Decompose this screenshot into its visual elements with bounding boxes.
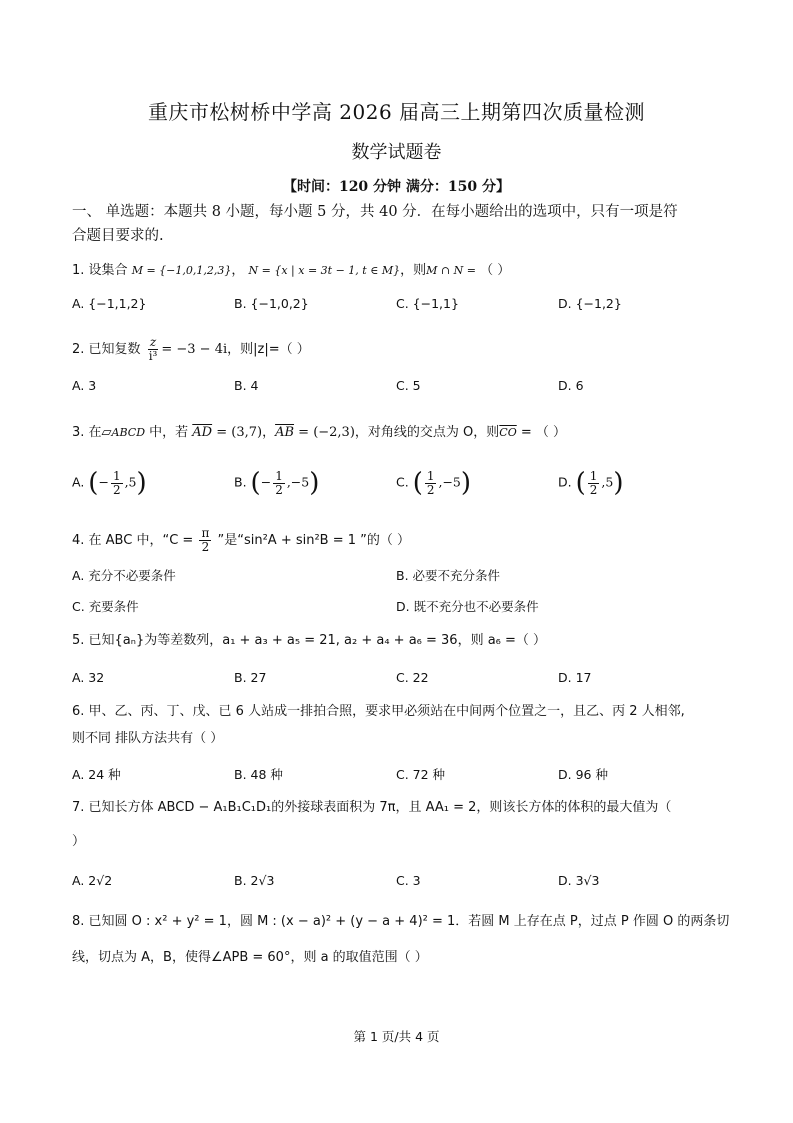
q3-option-c-rest: ,−5 — [438, 474, 461, 490]
q3-option-b-label: B. — [234, 474, 247, 490]
q3-option-a-lparen: ( — [88, 468, 99, 498]
q3-option-a-sign: − — [98, 474, 109, 490]
question-3-tail: ，对角线的交点为 O，则 — [354, 425, 500, 440]
q3-option-d-lparen: ( — [575, 468, 586, 498]
q3-option-d — [558, 468, 623, 498]
page-footer: 第 1 页/共 4 页 — [353, 1029, 440, 1044]
question-3-abcd: ABCD — [111, 426, 146, 439]
q5-option-a: A. 32 — [72, 670, 105, 685]
question-8 — [72, 912, 732, 968]
question-2-lead: 2. 已知复数 — [72, 342, 141, 357]
question-7-line2: ） — [72, 834, 86, 849]
question-3-mid: 中，若 — [145, 425, 193, 440]
q5-option-b: B. 27 — [234, 670, 267, 685]
q3-option-b — [234, 468, 319, 498]
q2-option-d: D. 6 — [558, 378, 584, 393]
question-8-line1: 8. 已知圆 O : x² + y² = 1，圆 M : (x − a)² + (y − a + 4)² = 1．若圆 M 上存在点 P，过点 P 作圆 O 的两条切 — [72, 914, 730, 929]
q3-option-a-label: A. — [72, 474, 85, 490]
question-7 — [72, 798, 732, 852]
q2-option-b: B. 4 — [234, 378, 259, 393]
q3-option-c-den: 2 — [426, 482, 435, 497]
question-8-line2: 线，切点为 A，B，使得∠APB = 60°，则 a 的取值范围（ ） — [72, 950, 428, 965]
q1-option-c: C. {−1,1} — [396, 296, 459, 311]
q3-option-c-rparen: ) — [460, 468, 472, 498]
question-5: 5. 已知{aₙ}为等差数列，a₁ + a₃ + a₅ = 21, a₂ + a₄ + a₆ = 36，则 a₆ =（ ） — [72, 633, 547, 648]
q3-option-c-lparen: ( — [412, 468, 423, 498]
q3-option-b-sign: − — [260, 474, 272, 490]
q3-option-c-fraction — [425, 470, 437, 497]
q3-option-a-fraction — [111, 470, 123, 497]
q3-option-d-rparen: ) — [613, 468, 624, 498]
question-1-sep: ， — [231, 263, 245, 278]
question-1-set-m: M = {−1,0,1,2,3} — [131, 264, 232, 277]
q5-option-c: C. 22 — [396, 670, 429, 685]
section-intro-line1: 一、 单选题：本题共 8 小题，每小题 5 分，共 40 分．在每小题给出的选项中，只有一项是符 — [72, 204, 678, 220]
question-4-fraction — [199, 527, 211, 554]
question-1-tail: ，则 — [400, 263, 427, 278]
question-3-eq2: = (−2,3) — [294, 425, 355, 440]
q5-option-d: D. 17 — [558, 670, 592, 685]
question-6-line1: 6. 甲、乙、丙、丁、戊、已 6 人站成一排拍合照，要求甲必须站在中间两个位置之一，且乙、丙 2 人相邻, — [72, 704, 685, 719]
question-3-eq1: = (3,7)， — [212, 425, 276, 440]
q3-option-c-num: 1 — [426, 468, 435, 483]
question-4-frac-den: 2 — [201, 540, 210, 554]
question-2 — [72, 336, 732, 363]
q3-option-a — [72, 468, 147, 498]
question-6-line2: 则不同 排队方法共有（ ） — [72, 731, 224, 746]
q7-option-a: A. 2√2 — [72, 873, 113, 888]
question-4-frac-num: π — [201, 526, 210, 540]
question-7-line1: 7. 已知长方体 ABCD − A₁B₁C₁D₁的外接球表面积为 7π，且 AA₁ = 2，则该长方体的体积的最大值为（ — [72, 800, 672, 815]
question-2-frac-num: z — [149, 335, 157, 349]
question-3-lead: 3. 在▱ — [72, 425, 112, 440]
question-3 — [72, 423, 732, 443]
section-intro-line2: 合题目要求的. — [72, 228, 164, 244]
q3-option-b-den: 2 — [275, 482, 283, 497]
question-1-expr: M ∩ N = — [426, 264, 476, 277]
q3-option-a-den: 2 — [112, 482, 121, 497]
q4-option-b: B. 必要不充分条件 — [396, 568, 501, 583]
q1-option-a: A. {−1,1,2} — [72, 296, 147, 311]
question-4-tail: ”是“sin²A + sin²B = 1 ”的（ ） — [217, 533, 411, 548]
q3-option-d-num: 1 — [589, 468, 598, 483]
question-3-vec-co: $\overline{CO}$ — [499, 426, 517, 439]
q7-option-b: B. 2√3 — [234, 873, 275, 888]
question-4 — [72, 527, 732, 554]
q3-option-c — [396, 468, 471, 498]
q3-option-d-rest: ,5 — [601, 474, 614, 490]
q3-option-b-num: 1 — [275, 468, 283, 483]
q4-option-a: A. 充分不必要条件 — [72, 568, 176, 583]
q6-option-c: C. 72 种 — [396, 767, 446, 782]
question-3-vec-ad: $\overline{AD}$ — [192, 425, 213, 440]
q7-option-d: D. 3√3 — [558, 873, 600, 888]
q1-option-d: D. {−1,2} — [558, 296, 622, 311]
q3-option-c-label: C. — [396, 474, 409, 490]
q3-option-b-rparen: ) — [309, 468, 320, 498]
question-3-vec-ab: $\overline{AB}$ — [275, 425, 295, 440]
exam-title: 重庆市松树桥中学高 2026 届高三上期第四次质量检测 — [147, 100, 646, 124]
q6-option-b: B. 48 种 — [234, 767, 283, 782]
q3-option-d-fraction — [588, 470, 600, 497]
question-2-fraction — [147, 336, 160, 363]
q6-option-d: D. 96 种 — [558, 767, 608, 782]
question-1-set-n: N = {x | x = 3t − 1, t ∈ M} — [248, 264, 401, 277]
q3-option-b-fraction — [273, 470, 285, 497]
q6-option-a: A. 24 种 — [72, 767, 121, 782]
exam-subtitle: 数学试题卷 — [351, 142, 442, 163]
q2-option-c: C. 5 — [396, 378, 421, 393]
question-2-tail: ，则|z|=（ ） — [227, 342, 310, 357]
q3-option-a-num: 1 — [112, 468, 121, 483]
q4-option-d: D. 既不充分也不必要条件 — [396, 599, 539, 614]
question-2-eq: = −3 − 4i — [161, 342, 228, 357]
q4-option-c: C. 充要条件 — [72, 599, 139, 614]
question-3-end: = （ ） — [516, 425, 567, 440]
q3-option-d-den: 2 — [589, 482, 598, 497]
q3-option-b-rest: ,−5 — [286, 474, 310, 490]
q1-option-b: B. {−1,0,2} — [234, 296, 309, 311]
q3-option-a-rparen: ) — [136, 468, 147, 498]
question-6 — [72, 702, 732, 749]
question-4-lead: 4. 在 ABC 中，“C = — [72, 533, 194, 548]
time-info: 【时间：120 分钟 满分：150 分】 — [282, 179, 511, 195]
section-intro — [72, 200, 732, 248]
question-2-frac-den: i³ — [148, 349, 158, 363]
question-1-lead: 1. 设集合 — [72, 263, 128, 278]
q7-option-c: C. 3 — [396, 873, 421, 888]
q3-option-b-lparen: ( — [250, 468, 261, 498]
q2-option-a: A. 3 — [72, 378, 97, 393]
question-1 — [72, 261, 732, 281]
question-1-paren: （ ） — [480, 263, 511, 278]
q3-option-d-label: D. — [558, 474, 572, 490]
q3-option-a-rest: ,5 — [124, 474, 137, 490]
